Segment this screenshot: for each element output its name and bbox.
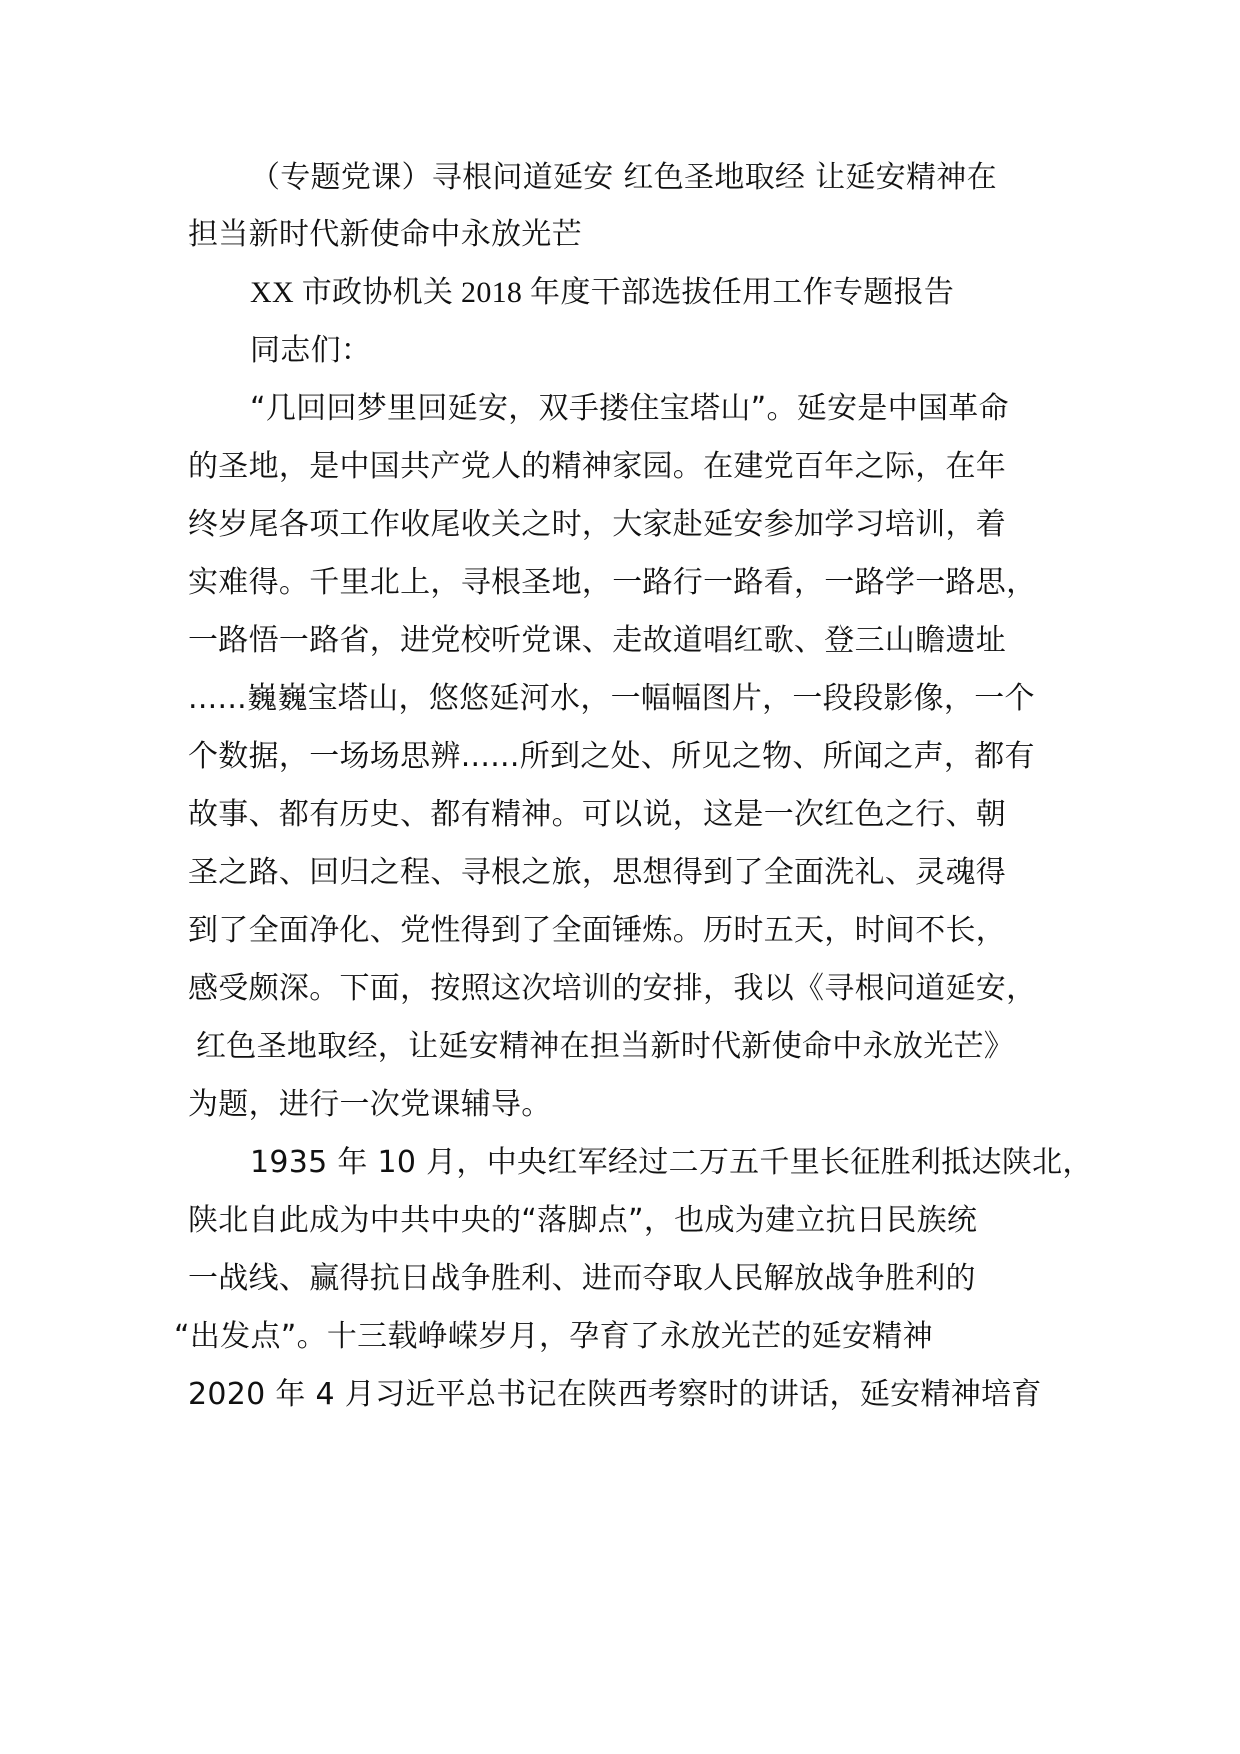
paragraph-1-line: ......巍巍宝塔山，悠悠延河水，一幅幅图片，一段段影像，一个 bbox=[188, 681, 1035, 716]
paragraph-1-line: “几回回梦里回延安，双手搂住宝塔山”。延安是中国革命 bbox=[250, 391, 1009, 426]
paragraph-1-line: 感受颇深。下面，按照这次培训的安排，我以《寻根问道延安， bbox=[188, 971, 1037, 1006]
paragraph-1-line: 圣之路、回归之程、寻根之旅，思想得到了全面洗礼、灵魂得 bbox=[188, 855, 1007, 890]
paragraph-1-line: 为题，进行一次党课辅导。 bbox=[188, 1087, 552, 1122]
paragraph-1-line: 终岁尾各项工作收尾收关之时，大家赴延安参加学习培训，着 bbox=[188, 507, 1007, 542]
paragraph-1-line: 个数据，一场场思辨......所到之处、所见之物、所闻之声，都有 bbox=[188, 739, 1035, 774]
paragraph-1-line: 一路悟一路省，进党校听党课、走故道唱红歌、登三山瞻遗址 bbox=[188, 623, 1007, 658]
paragraph-2-line: 1935 年 10 月，中央红军经过二万五千里长征胜利抵达陕北， bbox=[250, 1145, 1093, 1180]
paragraph-1-line: 到了全面净化、党性得到了全面锤炼。历时五天，时间不长， bbox=[188, 913, 1007, 948]
title-line-1: （专题党课）寻根问道延安 红色圣地取经 让延安精神在 bbox=[250, 160, 997, 195]
paragraph-2-line: 2020 年 4 月习近平总书记在陕西考察时的讲话，延安精神培育 bbox=[188, 1377, 1042, 1412]
paragraph-2-line: 一战线、赢得抗日战争胜利、进而夺取人民解放战争胜利的 bbox=[188, 1261, 976, 1296]
salutation: 同志们： bbox=[250, 333, 372, 368]
title-line-2: 担当新时代新使命中永放光芒 bbox=[188, 217, 582, 252]
paragraph-2-line: 陕北自此成为中共中央的“落脚点”，也成为建立抗日民族统 bbox=[188, 1203, 978, 1238]
paragraph-1-line: 的圣地，是中国共产党人的精神家园。在建党百年之际，在年 bbox=[188, 449, 1007, 484]
paragraph-2-line: “出发点”。十三载峥嵘岁月，孕育了永放光芒的延安精神 bbox=[174, 1319, 933, 1354]
subtitle: XX 市政协机关 2018 年度干部选拔任用工作专题报告 bbox=[250, 276, 955, 309]
paragraph-1-line: 红色圣地取经，让延安精神在担当新时代新使命中永放光芒》 bbox=[196, 1029, 1015, 1064]
paragraph-1-line: 实难得。千里北上，寻根圣地，一路行一路看，一路学一路思， bbox=[188, 565, 1037, 600]
paragraph-1-line: 故事、都有历史、都有精神。可以说，这是一次红色之行、朝 bbox=[188, 797, 1007, 832]
